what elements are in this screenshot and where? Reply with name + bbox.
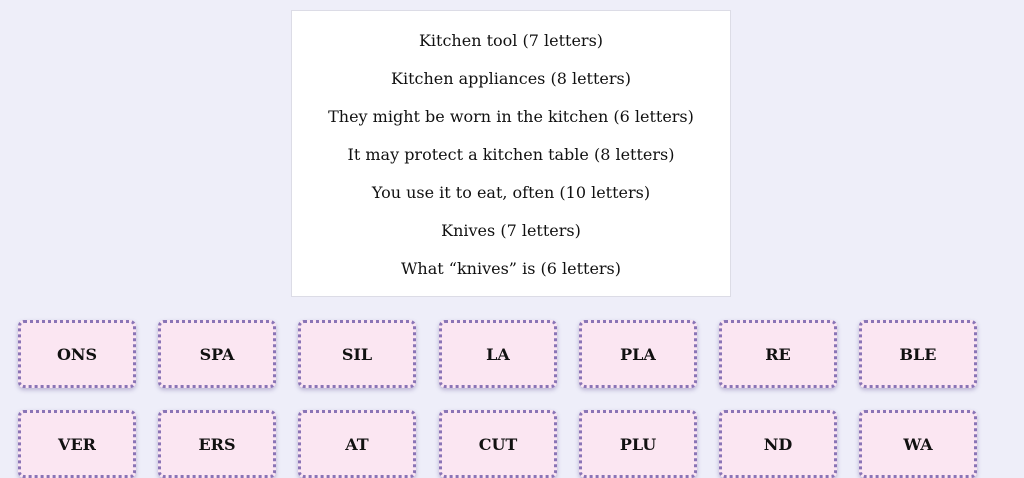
clue-6: Knives (7 letters) bbox=[441, 221, 581, 240]
tile-ons[interactable]: ONS bbox=[18, 320, 136, 388]
tile-la[interactable]: LA bbox=[439, 320, 557, 388]
tile-nd[interactable]: ND bbox=[719, 410, 837, 478]
clue-1: Kitchen tool (7 letters) bbox=[418, 31, 604, 50]
clue-2: Kitchen appliances (8 letters) bbox=[391, 69, 631, 88]
tile-spa[interactable]: SPA bbox=[158, 320, 276, 388]
tile-ble[interactable]: BLE bbox=[859, 320, 977, 388]
tile-ers[interactable]: ERS bbox=[158, 410, 276, 478]
clue-7: What “knives” is (6 letters) bbox=[400, 259, 622, 278]
clue-4: It may protect a kitchen table (8 letters) bbox=[347, 145, 675, 164]
tile-wa[interactable]: WA bbox=[859, 410, 977, 478]
tile-cut[interactable]: CUT bbox=[439, 410, 557, 478]
tile-at[interactable]: AT bbox=[298, 410, 416, 478]
tile-pla[interactable]: PLA bbox=[579, 320, 697, 388]
clue-panel bbox=[291, 10, 731, 297]
tile-plu[interactable]: PLU bbox=[579, 410, 697, 478]
clue-3: They might be worn in the kitchen (6 letters) bbox=[328, 107, 694, 126]
tile-re[interactable]: RE bbox=[719, 320, 837, 388]
tile-ver[interactable]: VER bbox=[18, 410, 136, 478]
tile-sil[interactable]: SIL bbox=[298, 320, 416, 388]
clue-5: You use it to eat, often (10 letters) bbox=[371, 183, 651, 202]
